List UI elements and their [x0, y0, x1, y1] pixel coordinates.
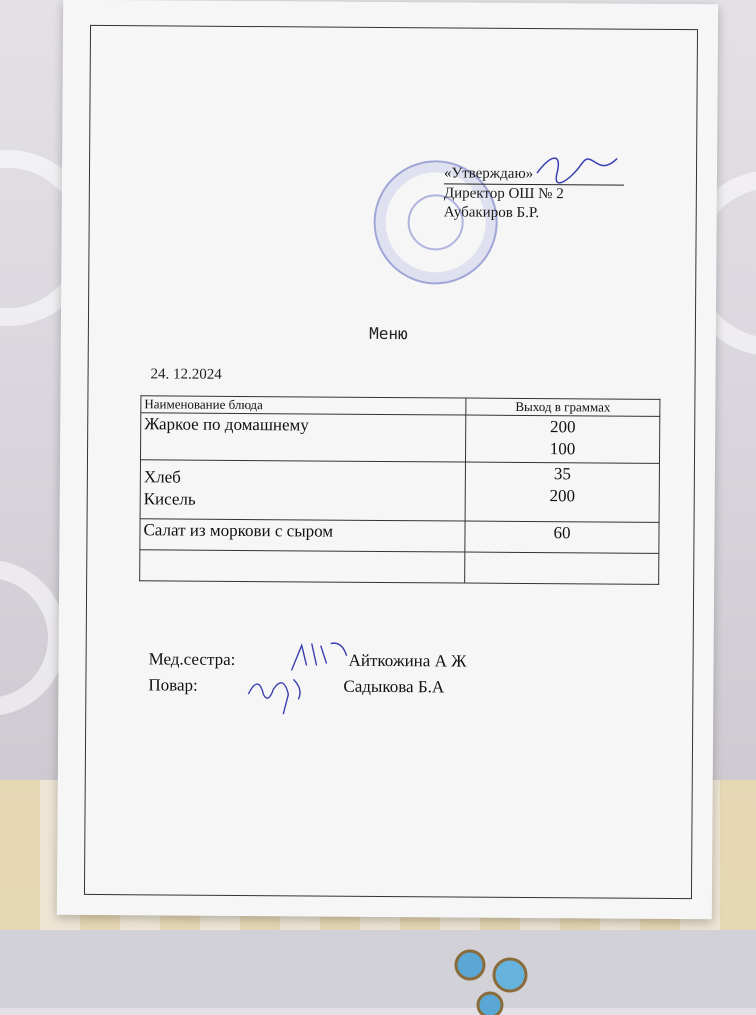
background-ring-left-lower — [0, 560, 66, 716]
menu-table — [139, 395, 660, 585]
dish-output-cell — [465, 462, 659, 522]
page-title: Меню — [61, 322, 716, 346]
cook-signature — [243, 669, 313, 714]
column-header-output: Выход в граммах — [466, 398, 660, 416]
dish-output: 200 — [469, 416, 656, 439]
column-header-dish: Наименование блюда — [141, 396, 466, 415]
dish-output-cell — [465, 552, 659, 584]
dish-output-cell — [465, 521, 659, 553]
dish-name-cell — [140, 550, 465, 583]
staff-name: Садыкова Б.А — [343, 674, 444, 701]
dish-name-cell — [140, 519, 465, 552]
dish-name-cell — [140, 413, 465, 462]
menu-sheet — [57, 0, 718, 919]
dish-output: 35 — [469, 463, 656, 486]
dish-name-cell — [140, 460, 465, 521]
dish-name: Хлеб — [144, 466, 462, 490]
staff-role: Повар: — [148, 672, 198, 698]
tablecloth — [0, 930, 756, 1008]
table-row-empty — [140, 550, 659, 585]
dish-name: Кисель — [144, 488, 462, 512]
dish-output-cell — [465, 415, 659, 463]
director-signature — [532, 148, 622, 189]
brooch-decoration — [440, 935, 550, 1015]
dish-output: 200 — [469, 485, 656, 508]
table-row — [140, 460, 659, 523]
approval-name: Аубакиров Б.Р. — [444, 203, 624, 223]
dish-name: Салат из моркови с сыром — [143, 519, 461, 543]
staff-role: Мед.сестра: — [149, 646, 236, 673]
table-row — [140, 519, 659, 554]
menu-date: 24. 12.2024 — [151, 366, 222, 383]
approval-heading: «Утверждаю» — [444, 164, 624, 185]
table-row — [140, 413, 659, 464]
dish-output: 60 — [468, 522, 655, 545]
dish-output: 100 — [469, 438, 656, 461]
dish-name: Жаркое по домашнему — [144, 413, 462, 437]
staff-name: Айткожина А Ж — [349, 648, 467, 675]
approval-position: Директор ОШ № 2 — [444, 184, 624, 204]
